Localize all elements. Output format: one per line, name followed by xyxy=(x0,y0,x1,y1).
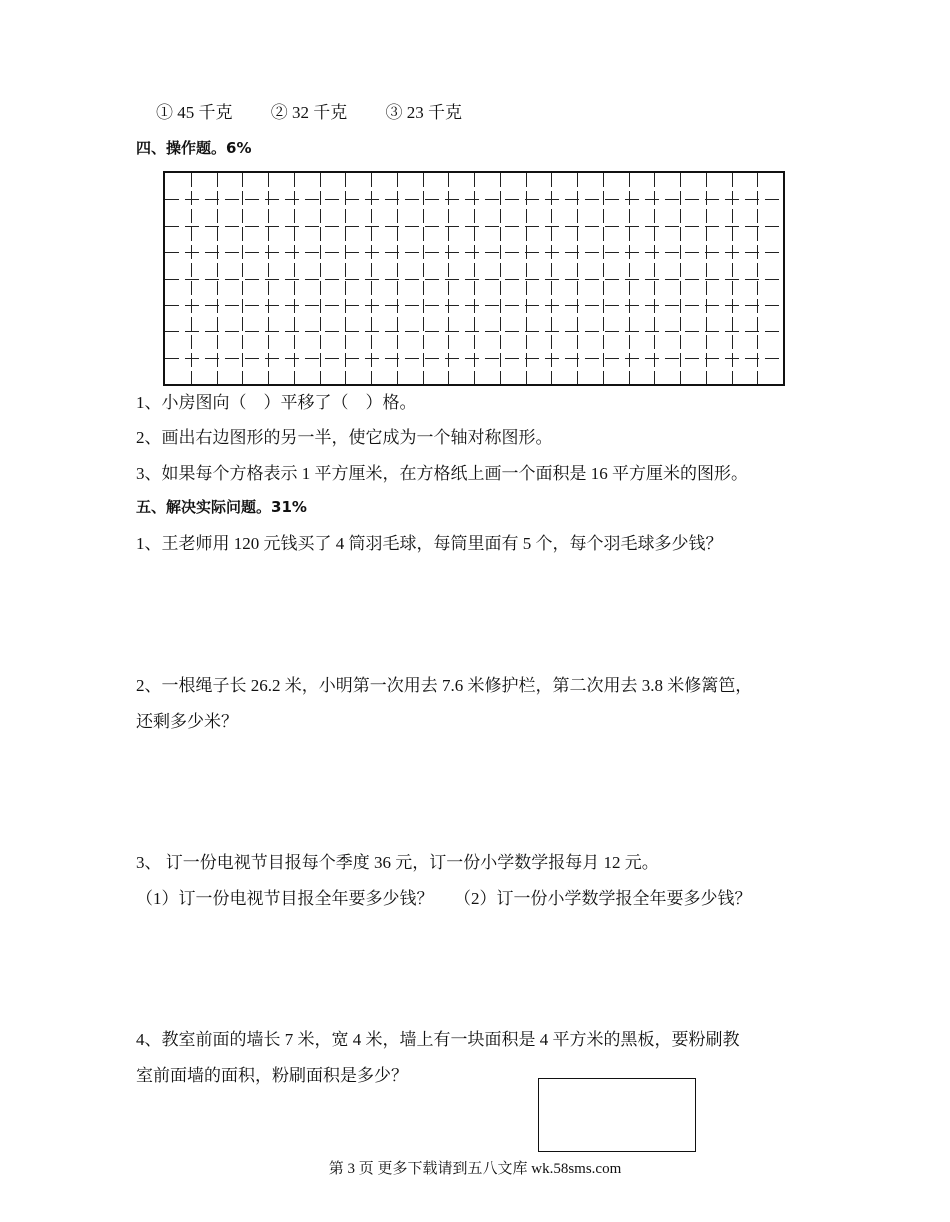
choice-3: ③ 23 千克 xyxy=(385,103,462,122)
section5-q3-subs xyxy=(136,890,752,907)
choice-1: ① 45 千克 xyxy=(156,103,233,122)
section5-q2-line2: 还剩多少米？ xyxy=(136,712,238,731)
section5-q3-line1: 3、 订一份电视节目报每个季度 36 元，订一份小学数学报每月 12 元。 xyxy=(136,853,659,872)
dotted-grid-paper xyxy=(163,171,785,386)
grid-lines xyxy=(165,173,783,384)
section5-q4-line2: 室前面墙的面积，粉刷面积是多少？ xyxy=(136,1066,408,1085)
diagram-rectangle xyxy=(538,1078,696,1152)
choice-row xyxy=(156,104,462,121)
section5-q1: 1、王老师用 120 元钱买了 4 筒羽毛球，每筒里面有 5 个，每个羽毛球多少钱？ xyxy=(136,534,723,553)
section5-q3-sub1: （1）订一份电视节目报全年要多少钱？ xyxy=(136,889,434,908)
section5-q4-line1: 4、教室前面的墙长 7 米，宽 4 米，墙上有一块面积是 4 平方米的黑板，要粉刷教 xyxy=(136,1030,740,1049)
section5-q3-sub2: （2）订一份小学数学报全年要多少钱？ xyxy=(454,889,752,908)
section4-q2: 2、画出右边图形的另一半，使它成为一个轴对称图形。 xyxy=(136,428,553,447)
choice-2: ② 32 千克 xyxy=(270,103,348,122)
section4-q3: 3、如果每个方格表示 1 平方厘米，在方格纸上画一个面积是 16 平方厘米的图形。 xyxy=(136,464,748,483)
section5-heading: 五、解决实际问题。31% xyxy=(136,498,307,516)
page-footer: 第 3 页 更多下载请到五八文库 wk.58sms.com xyxy=(328,1161,622,1177)
section4-heading: 四、操作题。6% xyxy=(136,139,252,157)
section5-q2-line1: 2、一根绳子长 26.2 米，小明第一次用去 7.6 米修护栏，第二次用去 3.8 米修篱笆， xyxy=(136,676,753,695)
section4-q1: 1、小房图向（ ）平移了（ ）格。 xyxy=(136,393,417,412)
